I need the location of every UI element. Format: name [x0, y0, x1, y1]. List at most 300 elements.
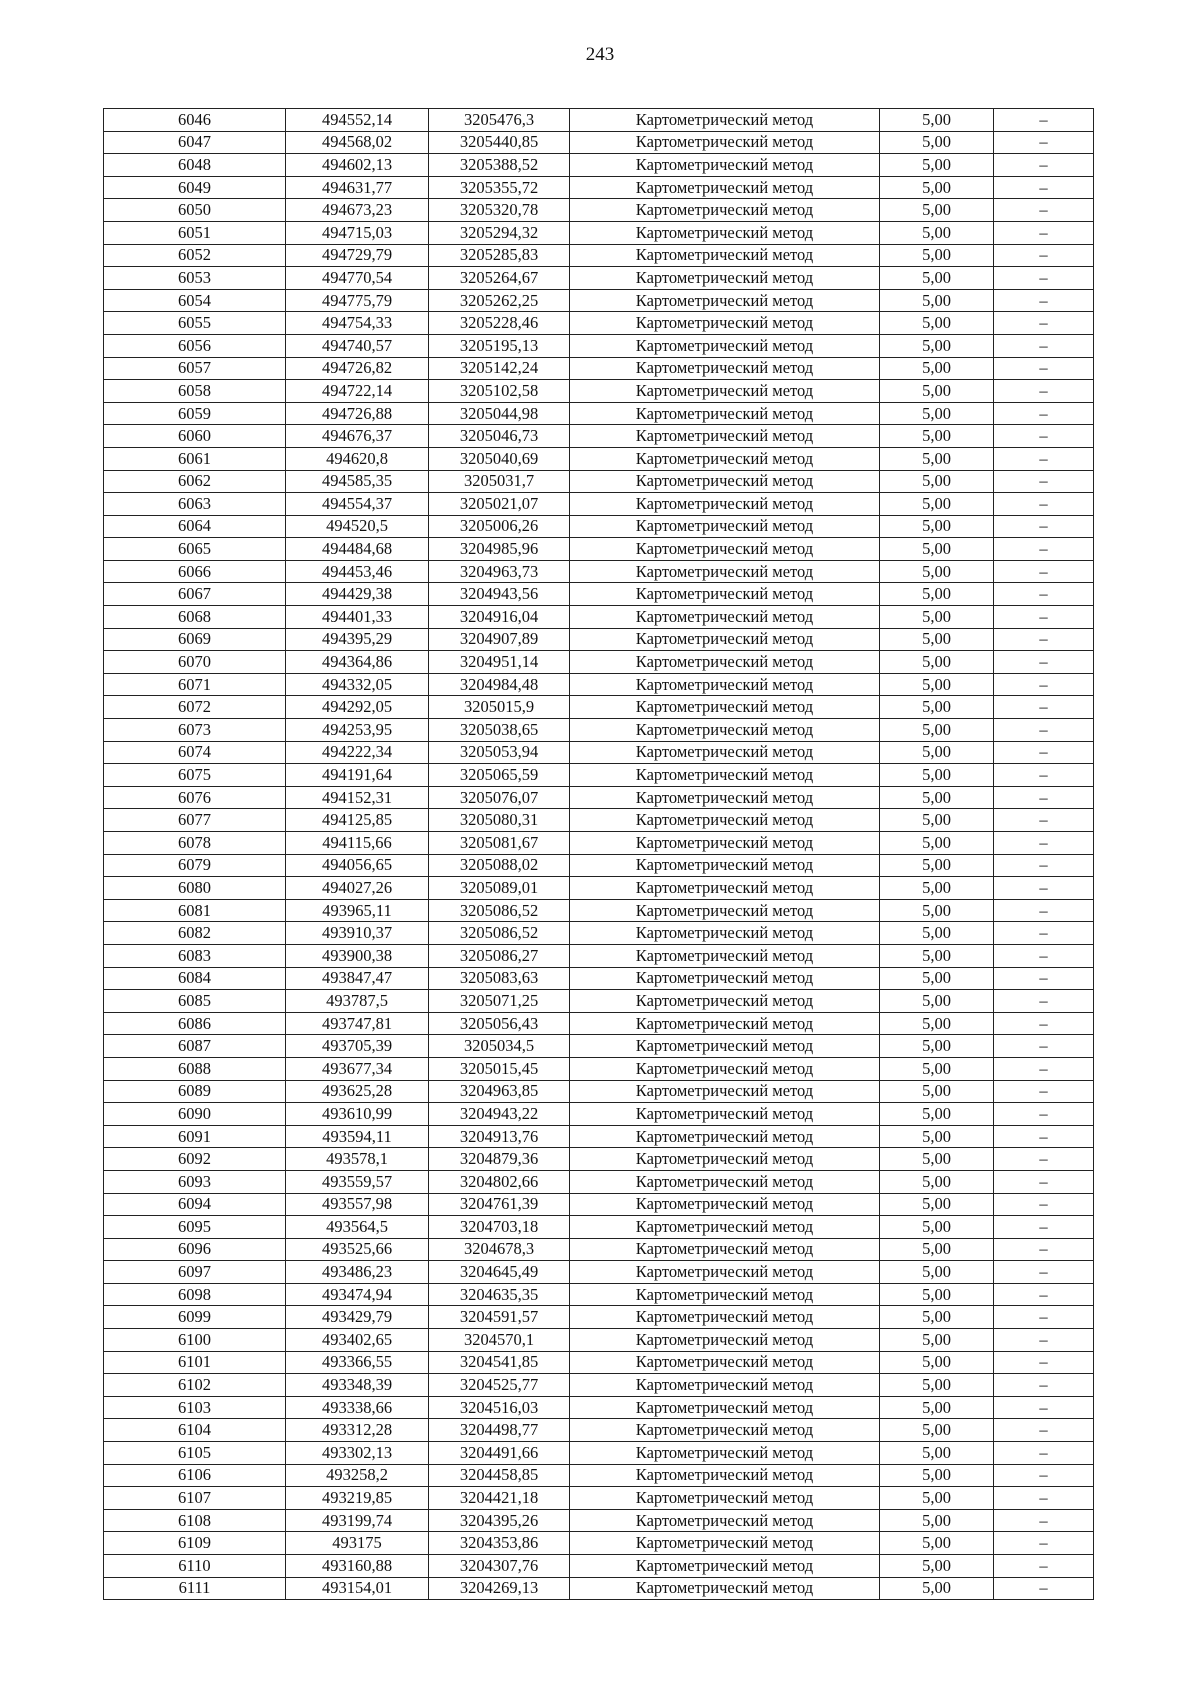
accuracy-cell: 5,00: [880, 154, 994, 177]
point-number-cell: 6058: [104, 380, 286, 403]
x-coordinate-cell: 493160,88: [286, 1555, 429, 1578]
y-coordinate-cell: 3205015,9: [429, 696, 570, 719]
method-cell: Картометрический метод: [570, 1532, 880, 1555]
accuracy-cell: 5,00: [880, 221, 994, 244]
y-coordinate-cell: 3204879,36: [429, 1148, 570, 1171]
point-number-cell: 6082: [104, 922, 286, 945]
table-row: [104, 854, 1094, 877]
y-coordinate-cell: 3204963,73: [429, 560, 570, 583]
table-row: [104, 1374, 1094, 1397]
accuracy-cell: 5,00: [880, 583, 994, 606]
accuracy-cell: 5,00: [880, 1170, 994, 1193]
table-row: [104, 1577, 1094, 1600]
point-number-cell: 6084: [104, 967, 286, 990]
table-row: [104, 1216, 1094, 1239]
table-row: [104, 1170, 1094, 1193]
accuracy-cell: 5,00: [880, 176, 994, 199]
note-cell: –: [994, 1080, 1094, 1103]
y-coordinate-cell: 3204269,13: [429, 1577, 570, 1600]
note-cell: –: [994, 447, 1094, 470]
y-coordinate-cell: 3204802,66: [429, 1170, 570, 1193]
accuracy-cell: 5,00: [880, 1374, 994, 1397]
y-coordinate-cell: 3204570,1: [429, 1329, 570, 1352]
y-coordinate-cell: 3204984,48: [429, 673, 570, 696]
x-coordinate-cell: 494292,05: [286, 696, 429, 719]
accuracy-cell: 5,00: [880, 289, 994, 312]
method-cell: Картометрический метод: [570, 854, 880, 877]
note-cell: –: [994, 1035, 1094, 1058]
y-coordinate-cell: 3205086,52: [429, 899, 570, 922]
x-coordinate-cell: 493900,38: [286, 944, 429, 967]
accuracy-cell: 5,00: [880, 515, 994, 538]
x-coordinate-cell: 494740,57: [286, 334, 429, 357]
y-coordinate-cell: 3205086,52: [429, 922, 570, 945]
x-coordinate-cell: 494631,77: [286, 176, 429, 199]
x-coordinate-cell: 494552,14: [286, 109, 429, 132]
x-coordinate-cell: 494554,37: [286, 493, 429, 516]
table-row: [104, 1509, 1094, 1532]
note-cell: –: [994, 1329, 1094, 1352]
point-number-cell: 6110: [104, 1555, 286, 1578]
x-coordinate-cell: 494484,68: [286, 538, 429, 561]
point-number-cell: 6070: [104, 651, 286, 674]
note-cell: –: [994, 199, 1094, 222]
y-coordinate-cell: 3205142,24: [429, 357, 570, 380]
x-coordinate-cell: 493199,74: [286, 1509, 429, 1532]
y-coordinate-cell: 3204525,77: [429, 1374, 570, 1397]
note-cell: –: [994, 154, 1094, 177]
note-cell: –: [994, 944, 1094, 967]
method-cell: Картометрический метод: [570, 1329, 880, 1352]
method-cell: Картометрический метод: [570, 357, 880, 380]
method-cell: Картометрический метод: [570, 1487, 880, 1510]
accuracy-cell: 5,00: [880, 538, 994, 561]
accuracy-cell: 5,00: [880, 696, 994, 719]
table-row: [104, 470, 1094, 493]
y-coordinate-cell: 3204963,85: [429, 1080, 570, 1103]
note-cell: –: [994, 357, 1094, 380]
method-cell: Картометрический метод: [570, 651, 880, 674]
note-cell: –: [994, 990, 1094, 1013]
point-number-cell: 6069: [104, 628, 286, 651]
table-row: [104, 1306, 1094, 1329]
y-coordinate-cell: 3204645,49: [429, 1261, 570, 1284]
x-coordinate-cell: 494585,35: [286, 470, 429, 493]
accuracy-cell: 5,00: [880, 1012, 994, 1035]
method-cell: Картометрический метод: [570, 1080, 880, 1103]
accuracy-cell: 5,00: [880, 1283, 994, 1306]
table-row: [104, 583, 1094, 606]
table-row: [104, 154, 1094, 177]
method-cell: Картометрический метод: [570, 809, 880, 832]
x-coordinate-cell: 494520,5: [286, 515, 429, 538]
note-cell: –: [994, 538, 1094, 561]
method-cell: Картометрический метод: [570, 380, 880, 403]
table-row: [104, 1555, 1094, 1578]
accuracy-cell: 5,00: [880, 402, 994, 425]
method-cell: Картометрический метод: [570, 1464, 880, 1487]
y-coordinate-cell: 3205195,13: [429, 334, 570, 357]
point-number-cell: 6067: [104, 583, 286, 606]
table-row: [104, 1329, 1094, 1352]
table-row: [104, 1283, 1094, 1306]
note-cell: –: [994, 1442, 1094, 1465]
method-cell: Картометрический метод: [570, 1396, 880, 1419]
x-coordinate-cell: 494253,95: [286, 719, 429, 742]
table-row: [104, 1148, 1094, 1171]
method-cell: Картометрический метод: [570, 447, 880, 470]
table-row: [104, 447, 1094, 470]
point-number-cell: 6108: [104, 1509, 286, 1532]
x-coordinate-cell: 494770,54: [286, 267, 429, 290]
method-cell: Картометрический метод: [570, 1193, 880, 1216]
accuracy-cell: 5,00: [880, 1329, 994, 1352]
method-cell: Картометрический метод: [570, 312, 880, 335]
point-number-cell: 6094: [104, 1193, 286, 1216]
accuracy-cell: 5,00: [880, 1148, 994, 1171]
note-cell: –: [994, 719, 1094, 742]
table-row: [104, 493, 1094, 516]
table-row: [104, 877, 1094, 900]
method-cell: Картометрический метод: [570, 1148, 880, 1171]
table-row: [104, 109, 1094, 132]
accuracy-cell: 5,00: [880, 628, 994, 651]
table-row: [104, 176, 1094, 199]
x-coordinate-cell: 493302,13: [286, 1442, 429, 1465]
note-cell: –: [994, 1057, 1094, 1080]
method-cell: Картометрический метод: [570, 109, 880, 132]
x-coordinate-cell: 493625,28: [286, 1080, 429, 1103]
y-coordinate-cell: 3204498,77: [429, 1419, 570, 1442]
point-number-cell: 6098: [104, 1283, 286, 1306]
y-coordinate-cell: 3204943,22: [429, 1103, 570, 1126]
coordinates-table-container: [103, 108, 1093, 1600]
table-row: [104, 990, 1094, 1013]
note-cell: –: [994, 131, 1094, 154]
method-cell: Картометрический метод: [570, 402, 880, 425]
accuracy-cell: 5,00: [880, 1306, 994, 1329]
point-number-cell: 6087: [104, 1035, 286, 1058]
accuracy-cell: 5,00: [880, 1035, 994, 1058]
y-coordinate-cell: 3205264,67: [429, 267, 570, 290]
table-row: [104, 832, 1094, 855]
x-coordinate-cell: 494401,33: [286, 606, 429, 629]
accuracy-cell: 5,00: [880, 1193, 994, 1216]
accuracy-cell: 5,00: [880, 990, 994, 1013]
table-row: [104, 402, 1094, 425]
accuracy-cell: 5,00: [880, 786, 994, 809]
point-number-cell: 6050: [104, 199, 286, 222]
table-row: [104, 606, 1094, 629]
method-cell: Картометрический метод: [570, 244, 880, 267]
accuracy-cell: 5,00: [880, 267, 994, 290]
table-row: [104, 1351, 1094, 1374]
note-cell: –: [994, 786, 1094, 809]
accuracy-cell: 5,00: [880, 967, 994, 990]
y-coordinate-cell: 3205320,78: [429, 199, 570, 222]
table-row: [104, 131, 1094, 154]
x-coordinate-cell: 493594,11: [286, 1125, 429, 1148]
method-cell: Картометрический метод: [570, 221, 880, 244]
method-cell: Картометрический метод: [570, 606, 880, 629]
point-number-cell: 6097: [104, 1261, 286, 1284]
method-cell: Картометрический метод: [570, 493, 880, 516]
method-cell: Картометрический метод: [570, 922, 880, 945]
x-coordinate-cell: 494056,65: [286, 854, 429, 877]
note-cell: –: [994, 1419, 1094, 1442]
y-coordinate-cell: 3204421,18: [429, 1487, 570, 1510]
point-number-cell: 6101: [104, 1351, 286, 1374]
method-cell: Картометрический метод: [570, 1216, 880, 1239]
point-number-cell: 6091: [104, 1125, 286, 1148]
point-number-cell: 6085: [104, 990, 286, 1013]
method-cell: Картометрический метод: [570, 1170, 880, 1193]
accuracy-cell: 5,00: [880, 470, 994, 493]
method-cell: Картометрический метод: [570, 1351, 880, 1374]
accuracy-cell: 5,00: [880, 447, 994, 470]
y-coordinate-cell: 3205088,02: [429, 854, 570, 877]
x-coordinate-cell: 493747,81: [286, 1012, 429, 1035]
x-coordinate-cell: 493348,39: [286, 1374, 429, 1397]
note-cell: –: [994, 267, 1094, 290]
point-number-cell: 6102: [104, 1374, 286, 1397]
x-coordinate-cell: 493219,85: [286, 1487, 429, 1510]
note-cell: –: [994, 1532, 1094, 1555]
y-coordinate-cell: 3204395,26: [429, 1509, 570, 1532]
note-cell: –: [994, 109, 1094, 132]
x-coordinate-cell: 494125,85: [286, 809, 429, 832]
note-cell: –: [994, 1216, 1094, 1239]
method-cell: Картометрический метод: [570, 1057, 880, 1080]
x-coordinate-cell: 494754,33: [286, 312, 429, 335]
method-cell: Картометрический метод: [570, 673, 880, 696]
accuracy-cell: 5,00: [880, 334, 994, 357]
x-coordinate-cell: 494729,79: [286, 244, 429, 267]
x-coordinate-cell: 494568,02: [286, 131, 429, 154]
note-cell: –: [994, 1509, 1094, 1532]
method-cell: Картометрический метод: [570, 719, 880, 742]
method-cell: Картометрический метод: [570, 515, 880, 538]
table-row: [104, 312, 1094, 335]
method-cell: Картометрический метод: [570, 1012, 880, 1035]
table-row: [104, 651, 1094, 674]
y-coordinate-cell: 3205089,01: [429, 877, 570, 900]
x-coordinate-cell: 493402,65: [286, 1329, 429, 1352]
y-coordinate-cell: 3205056,43: [429, 1012, 570, 1035]
table-row: [104, 944, 1094, 967]
point-number-cell: 6081: [104, 899, 286, 922]
x-coordinate-cell: 494676,37: [286, 425, 429, 448]
x-coordinate-cell: 494726,88: [286, 402, 429, 425]
y-coordinate-cell: 3205071,25: [429, 990, 570, 1013]
table-row: [104, 628, 1094, 651]
method-cell: Картометрический метод: [570, 990, 880, 1013]
point-number-cell: 6066: [104, 560, 286, 583]
x-coordinate-cell: 493175: [286, 1532, 429, 1555]
point-number-cell: 6078: [104, 832, 286, 855]
point-number-cell: 6073: [104, 719, 286, 742]
method-cell: Картометрический метод: [570, 1419, 880, 1442]
accuracy-cell: 5,00: [880, 719, 994, 742]
y-coordinate-cell: 3205031,7: [429, 470, 570, 493]
note-cell: –: [994, 606, 1094, 629]
point-number-cell: 6051: [104, 221, 286, 244]
x-coordinate-cell: 494395,29: [286, 628, 429, 651]
y-coordinate-cell: 3205038,65: [429, 719, 570, 742]
y-coordinate-cell: 3205006,26: [429, 515, 570, 538]
accuracy-cell: 5,00: [880, 1419, 994, 1442]
point-number-cell: 6105: [104, 1442, 286, 1465]
table-row: [104, 1193, 1094, 1216]
x-coordinate-cell: 493578,1: [286, 1148, 429, 1171]
table-body: [104, 109, 1094, 1600]
accuracy-cell: 5,00: [880, 1080, 994, 1103]
point-number-cell: 6103: [104, 1396, 286, 1419]
method-cell: Картометрический метод: [570, 944, 880, 967]
method-cell: Картометрический метод: [570, 583, 880, 606]
method-cell: Картометрический метод: [570, 877, 880, 900]
table-row: [104, 425, 1094, 448]
y-coordinate-cell: 3204516,03: [429, 1396, 570, 1419]
y-coordinate-cell: 3204353,86: [429, 1532, 570, 1555]
note-cell: –: [994, 493, 1094, 516]
note-cell: –: [994, 764, 1094, 787]
method-cell: Картометрический метод: [570, 267, 880, 290]
x-coordinate-cell: 494429,38: [286, 583, 429, 606]
accuracy-cell: 5,00: [880, 741, 994, 764]
note-cell: –: [994, 877, 1094, 900]
y-coordinate-cell: 3204591,57: [429, 1306, 570, 1329]
point-number-cell: 6068: [104, 606, 286, 629]
x-coordinate-cell: 493557,98: [286, 1193, 429, 1216]
method-cell: Картометрический метод: [570, 289, 880, 312]
y-coordinate-cell: 3204913,76: [429, 1125, 570, 1148]
y-coordinate-cell: 3205262,25: [429, 289, 570, 312]
y-coordinate-cell: 3205081,67: [429, 832, 570, 855]
x-coordinate-cell: 494027,26: [286, 877, 429, 900]
x-coordinate-cell: 494620,8: [286, 447, 429, 470]
table-row: [104, 1442, 1094, 1465]
accuracy-cell: 5,00: [880, 809, 994, 832]
y-coordinate-cell: 3205440,85: [429, 131, 570, 154]
method-cell: Картометрический метод: [570, 1374, 880, 1397]
y-coordinate-cell: 3205076,07: [429, 786, 570, 809]
table-row: [104, 1012, 1094, 1035]
point-number-cell: 6093: [104, 1170, 286, 1193]
point-number-cell: 6063: [104, 493, 286, 516]
table-row: [104, 764, 1094, 787]
x-coordinate-cell: 493910,37: [286, 922, 429, 945]
point-number-cell: 6061: [104, 447, 286, 470]
y-coordinate-cell: 3204678,3: [429, 1238, 570, 1261]
accuracy-cell: 5,00: [880, 380, 994, 403]
table-row: [104, 1238, 1094, 1261]
x-coordinate-cell: 494453,46: [286, 560, 429, 583]
method-cell: Картометрический метод: [570, 1577, 880, 1600]
y-coordinate-cell: 3204951,14: [429, 651, 570, 674]
table-row: [104, 967, 1094, 990]
table-row: [104, 1103, 1094, 1126]
accuracy-cell: 5,00: [880, 1396, 994, 1419]
table-row: [104, 1261, 1094, 1284]
method-cell: Картометрический метод: [570, 538, 880, 561]
accuracy-cell: 5,00: [880, 1555, 994, 1578]
note-cell: –: [994, 1306, 1094, 1329]
note-cell: –: [994, 380, 1094, 403]
table-row: [104, 922, 1094, 945]
y-coordinate-cell: 3205021,07: [429, 493, 570, 516]
point-number-cell: 6109: [104, 1532, 286, 1555]
accuracy-cell: 5,00: [880, 1487, 994, 1510]
note-cell: –: [994, 560, 1094, 583]
method-cell: Картометрический метод: [570, 199, 880, 222]
y-coordinate-cell: 3204916,04: [429, 606, 570, 629]
note-cell: –: [994, 1125, 1094, 1148]
method-cell: Картометрический метод: [570, 1555, 880, 1578]
x-coordinate-cell: 493705,39: [286, 1035, 429, 1058]
point-number-cell: 6047: [104, 131, 286, 154]
method-cell: Картометрический метод: [570, 1509, 880, 1532]
point-number-cell: 6099: [104, 1306, 286, 1329]
method-cell: Картометрический метод: [570, 1261, 880, 1284]
y-coordinate-cell: 3205476,3: [429, 109, 570, 132]
point-number-cell: 6052: [104, 244, 286, 267]
y-coordinate-cell: 3204907,89: [429, 628, 570, 651]
note-cell: –: [994, 425, 1094, 448]
x-coordinate-cell: 493312,28: [286, 1419, 429, 1442]
y-coordinate-cell: 3205046,73: [429, 425, 570, 448]
note-cell: –: [994, 312, 1094, 335]
point-number-cell: 6064: [104, 515, 286, 538]
note-cell: –: [994, 741, 1094, 764]
table-row: [104, 289, 1094, 312]
table-row: [104, 1464, 1094, 1487]
table-row: [104, 244, 1094, 267]
note-cell: –: [994, 1148, 1094, 1171]
note-cell: –: [994, 1487, 1094, 1510]
note-cell: –: [994, 583, 1094, 606]
method-cell: Картометрический метод: [570, 967, 880, 990]
table-row: [104, 334, 1094, 357]
table-row: [104, 267, 1094, 290]
point-number-cell: 6104: [104, 1419, 286, 1442]
note-cell: –: [994, 1103, 1094, 1126]
x-coordinate-cell: 493338,66: [286, 1396, 429, 1419]
y-coordinate-cell: 3205355,72: [429, 176, 570, 199]
table-row: [104, 1057, 1094, 1080]
accuracy-cell: 5,00: [880, 1532, 994, 1555]
table-row: [104, 786, 1094, 809]
y-coordinate-cell: 3204943,56: [429, 583, 570, 606]
method-cell: Картометрический метод: [570, 560, 880, 583]
method-cell: Картометрический метод: [570, 696, 880, 719]
table-row: [104, 1487, 1094, 1510]
x-coordinate-cell: 493610,99: [286, 1103, 429, 1126]
y-coordinate-cell: 3204703,18: [429, 1216, 570, 1239]
accuracy-cell: 5,00: [880, 357, 994, 380]
table-row: [104, 1419, 1094, 1442]
note-cell: –: [994, 1577, 1094, 1600]
table-row: [104, 357, 1094, 380]
x-coordinate-cell: 493525,66: [286, 1238, 429, 1261]
note-cell: –: [994, 1012, 1094, 1035]
note-cell: –: [994, 1261, 1094, 1284]
x-coordinate-cell: 494722,14: [286, 380, 429, 403]
accuracy-cell: 5,00: [880, 1464, 994, 1487]
accuracy-cell: 5,00: [880, 560, 994, 583]
accuracy-cell: 5,00: [880, 1261, 994, 1284]
accuracy-cell: 5,00: [880, 899, 994, 922]
